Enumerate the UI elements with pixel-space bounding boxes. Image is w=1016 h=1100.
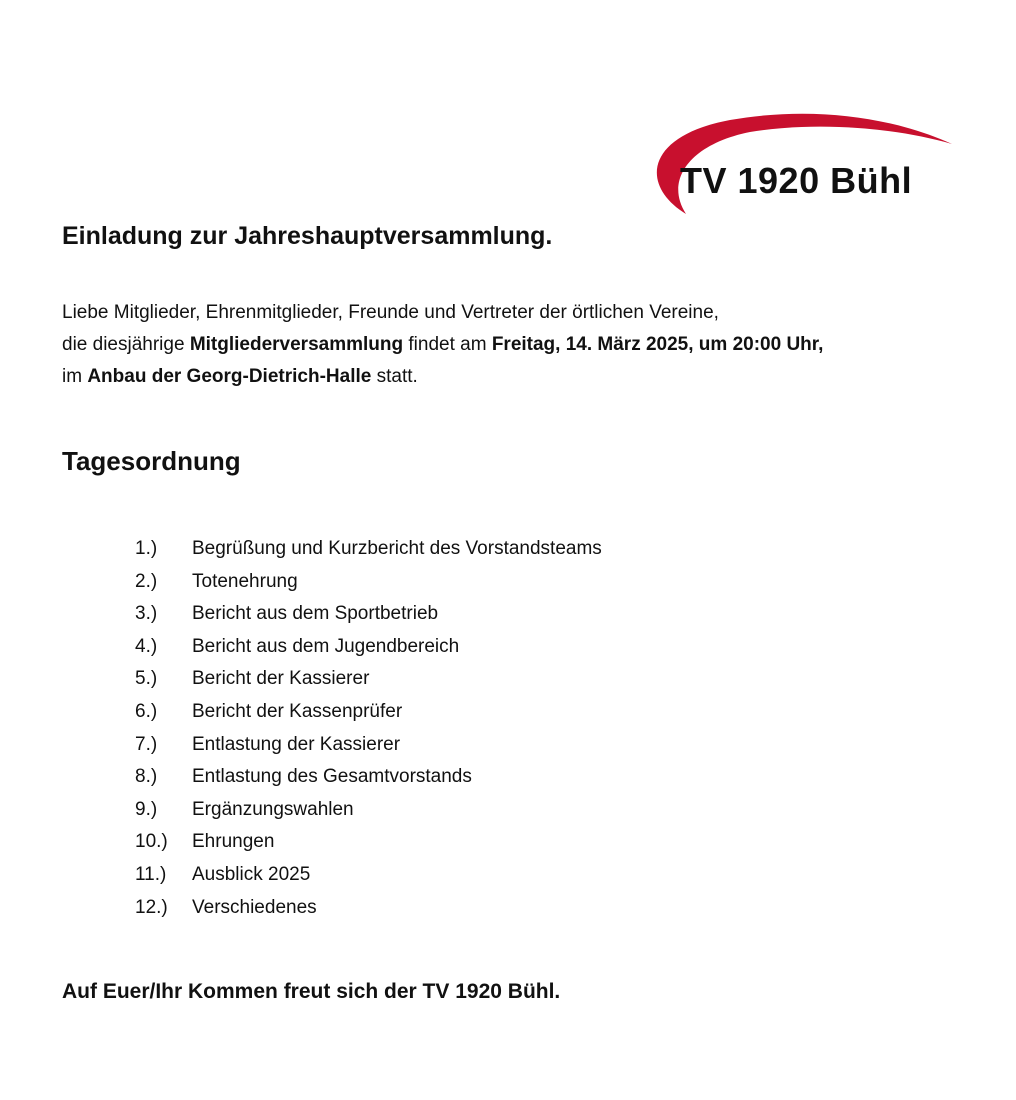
logo-text: TV 1920 Bühl bbox=[680, 160, 913, 201]
intro-text bbox=[62, 297, 992, 393]
agenda-title: Tagesordnung bbox=[62, 446, 241, 476]
list-item: 10.) Ehrungen bbox=[135, 831, 275, 853]
list-item: 4.) Bericht aus dem Jugendbereich bbox=[135, 635, 460, 657]
meeting-name: Mitgliederversammlung bbox=[189, 334, 404, 355]
list-item: 11.) Ausblick 2025 bbox=[135, 863, 311, 885]
list-item: 6.) Bericht der Kassenprüfer bbox=[135, 700, 403, 722]
club-logo bbox=[640, 108, 960, 218]
intro-line-2: die diesjährige Mitgliederversammlung findet am Freitag, 14. März 2025, um 20:00 Uhr, bbox=[62, 334, 824, 355]
list-item: 8.) Entlastung des Gesamtvorstands bbox=[135, 766, 472, 788]
page-title: Einladung zur Jahreshauptversammlung. bbox=[62, 222, 553, 250]
closing-text: Auf Euer/Ihr Kommen freut sich der TV 1920 Bühl. bbox=[62, 980, 561, 1003]
meeting-date: Freitag, 14. März 2025, um 20:00 Uhr, bbox=[491, 334, 824, 355]
intro-line-1: Liebe Mitglieder, Ehrenmitglieder, Freunde und Vertreter der örtlichen Vereine, bbox=[62, 302, 719, 323]
meeting-location: Anbau der Georg-Dietrich-Halle bbox=[87, 366, 372, 387]
intro-line-3: im Anbau der Georg-Dietrich-Halle statt. bbox=[62, 366, 418, 387]
list-item: 7.) Entlastung der Kassierer bbox=[135, 733, 401, 755]
list-item: 2.) Totenehrung bbox=[135, 570, 298, 592]
list-item: 1.) Begrüßung und Kurzbericht des Vorstandsteams bbox=[135, 538, 602, 559]
list-item: 3.) Bericht aus dem Sportbetrieb bbox=[135, 603, 439, 625]
agenda-list bbox=[135, 533, 602, 924]
list-item: 12.) Verschiedenes bbox=[135, 896, 317, 918]
list-item: 5.) Bericht der Kassierer bbox=[135, 668, 370, 690]
list-item: 9.) Ergänzungswahlen bbox=[135, 798, 354, 820]
